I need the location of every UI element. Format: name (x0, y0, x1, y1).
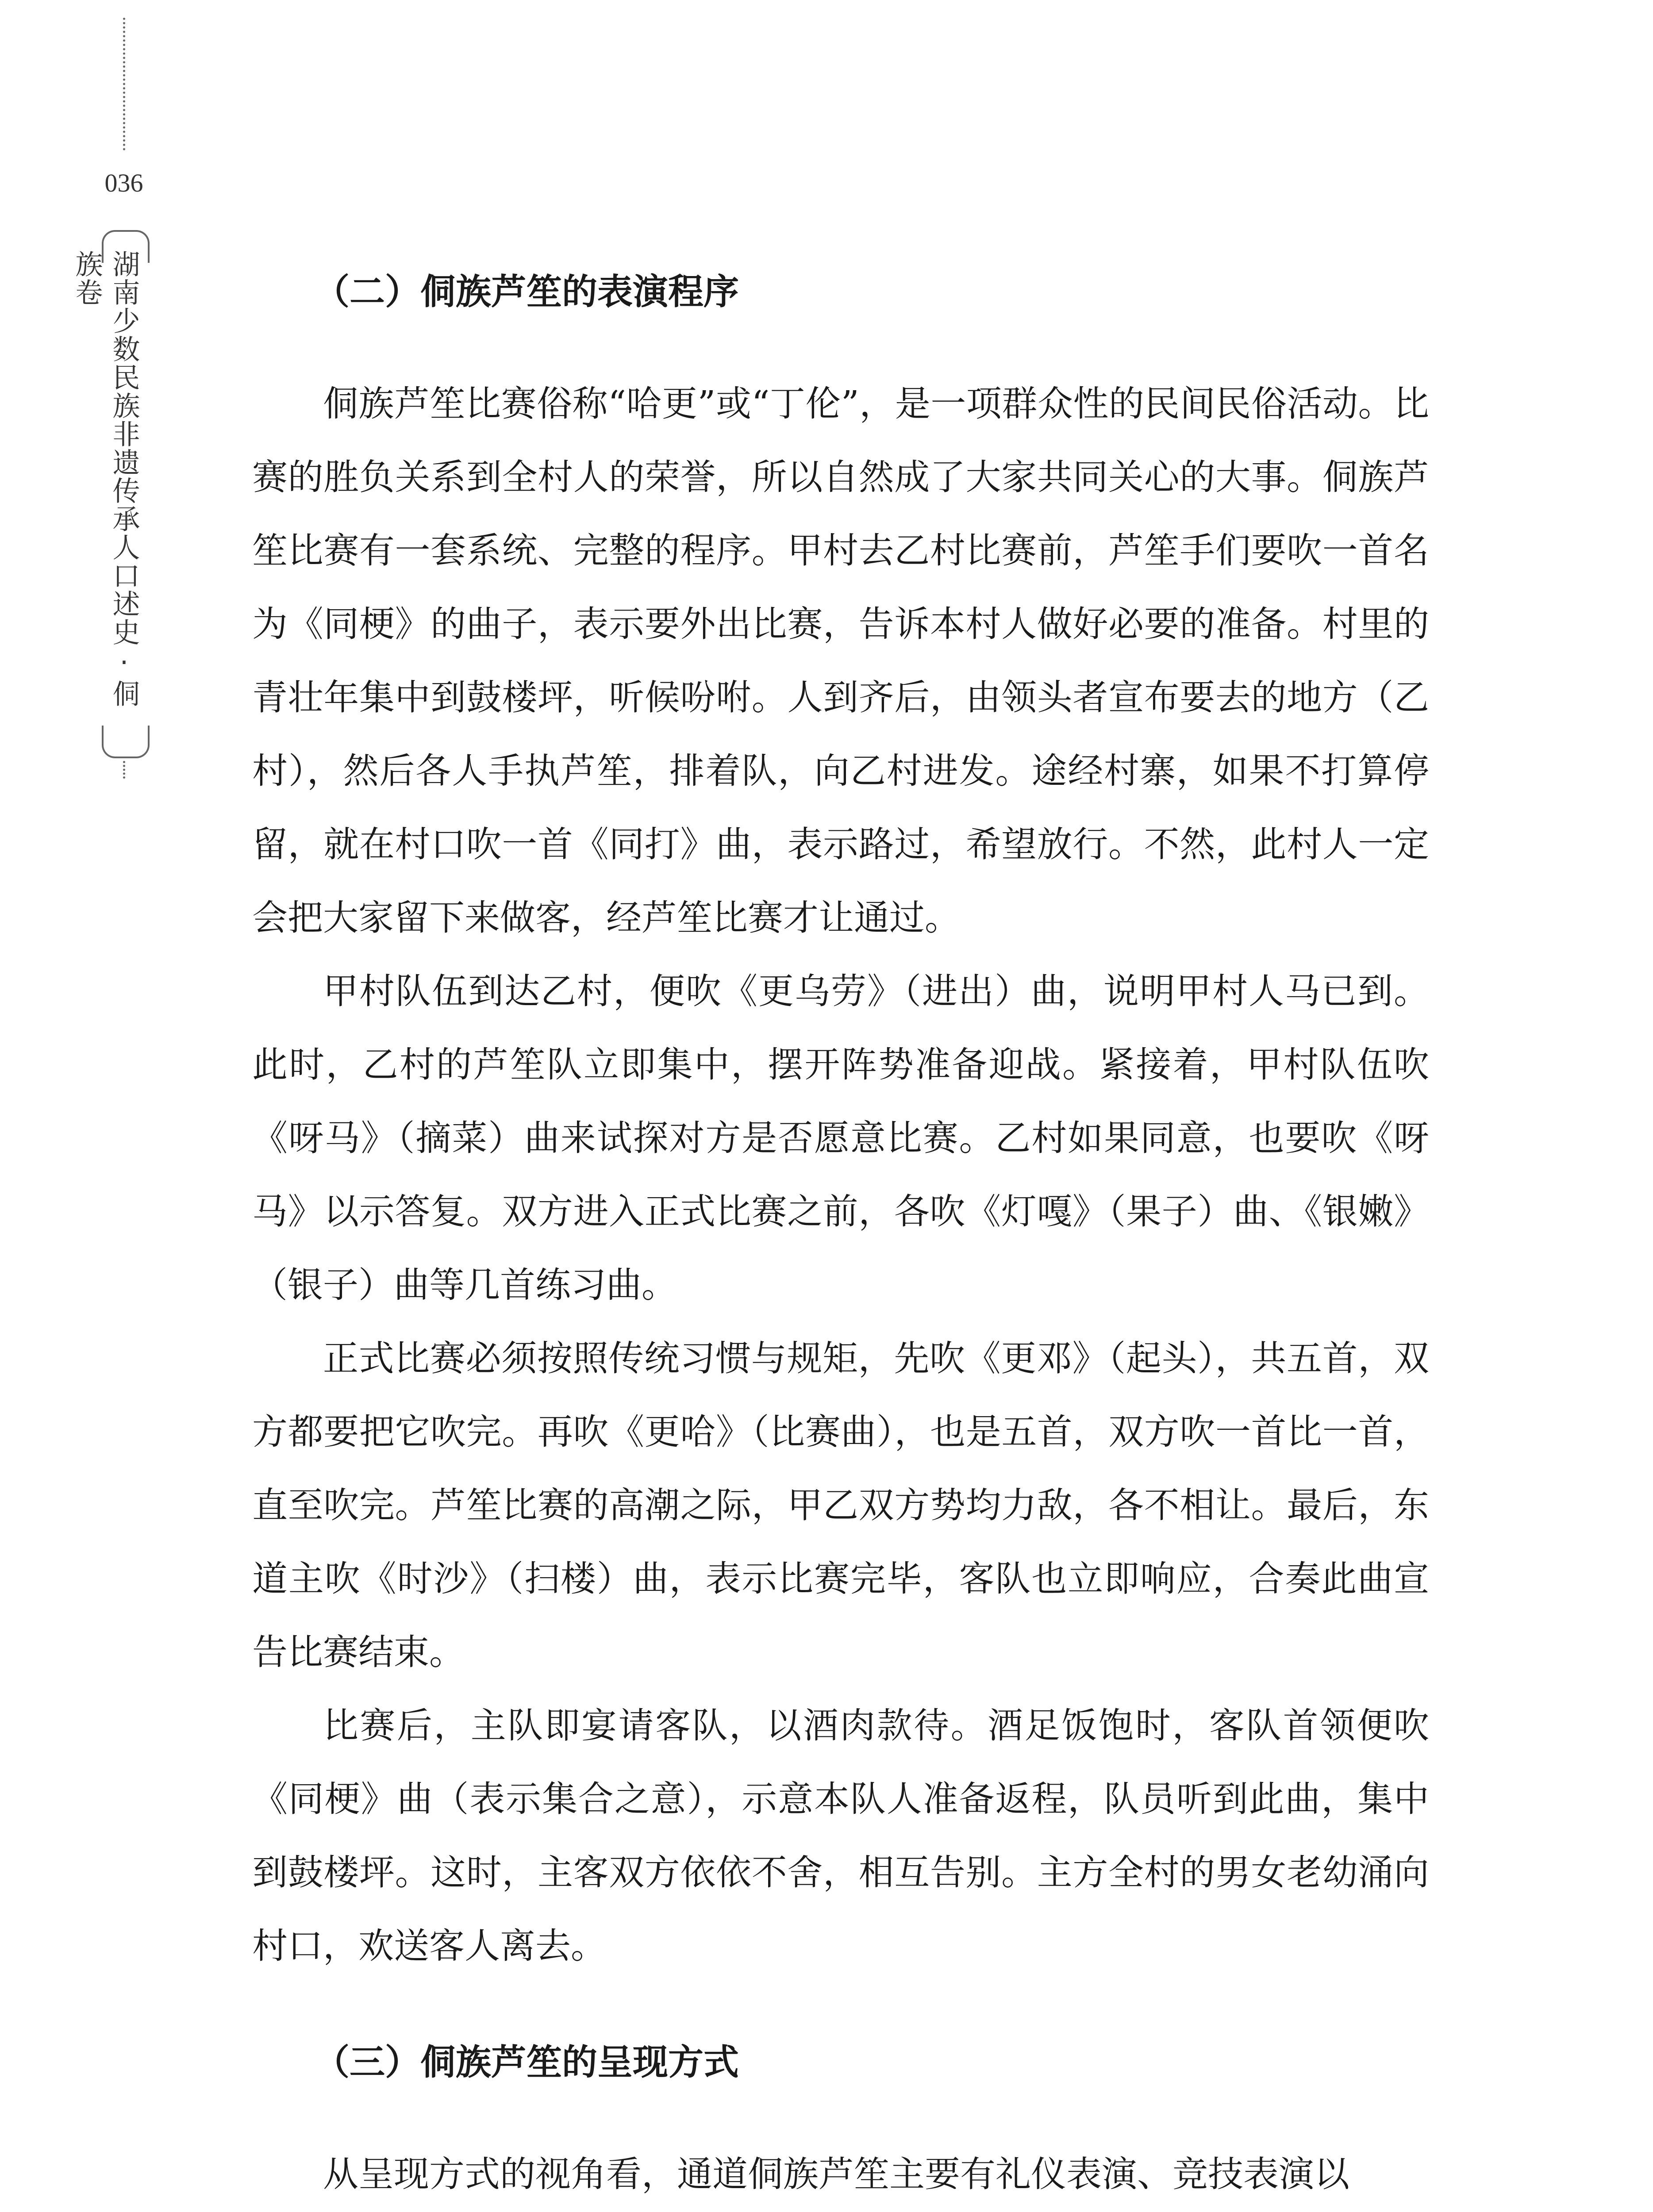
paragraph: 甲村队伍到达乙村，便吹《更乌劳》（进出）曲，说明甲村人马已到。此时，乙村的芦笙队立即集中，摆开阵势准备迎战。紧接着，甲村队伍吹《呀马》（摘菜）曲来试探对方是否愿意比赛。乙村如果同意，也要吹《呀马》以示答复。双方进入正式比赛之前，各吹《灯嘎》（果子）曲、《银嫩》（银子）曲等几首练习曲。 (252, 971, 1429, 1306)
page-margin (71, 0, 159, 779)
margin-dotted-line (123, 18, 125, 150)
series-title: 湖南少数民族非遗传承人口述史·侗族卷 (71, 250, 140, 708)
paragraph: 从呈现方式的视角看，通道侗族芦笙主要有礼仪表演、竞技表演以 (323, 2154, 1349, 2195)
section-heading-3: （三）侗族芦笙的呈现方式 (314, 2042, 739, 2083)
paragraph: 侗族芦笙比赛俗称“哈更”或“丁伦”，是一项群众性的民间民俗活动。比赛的胜负关系到全村人的荣誉，所以自然成了大家共同关心的大事。侗族芦笙比赛有一套系统、完整的程序。甲村去乙村比赛前，芦笙手们要吹一首名为《同梗》的曲子，表示要外出比赛，告诉本村人做好必要的准备。村里的青壮年集中到鼓楼坪，听候吩咐。人到齐后，由领头者宣布要去的地方（乙村），然后各人手执芦笙，排着队，向乙村进发。途经村寨，如果不打算停留，就在村口吹一首《同打》曲，表示路过，希望放行。不然，此村人一定会把大家留下来做客，经芦笙比赛才让通过。 (252, 383, 1429, 938)
page-number: 036 (104, 169, 143, 197)
body-text (252, 265, 1429, 2211)
section-heading-2: （二）侗族芦笙的表演程序 (314, 271, 739, 312)
paragraph: 正式比赛必须按照传统习惯与规矩，先吹《更邓》（起头），共五首，双方都要把它吹完。再吹《更哈》（比赛曲），也是五首，双方吹一首比一首，直至吹完。芦笙比赛的高潮之际，甲乙双方势均力敌，各不相让。最后，东道主吹《时沙》（扫楼）曲，表示比赛完毕，客队也立即响应，合奏此曲宣告比赛结束。 (252, 1338, 1429, 1673)
margin-dotted-line-lower (123, 761, 125, 779)
title-bracket-bottom (102, 726, 150, 758)
paragraph: 比赛后，主队即宴请客队，以酒肉款待。酒足饭饱时，客队首领便吹《同梗》曲（表示集合之意），示意本队人准备返程，队员听到此曲，集中到鼓楼坪。这时，主客双方依依不舍，相互告别。主方全村的男女老幼涌向村口，欢送客人离去。 (252, 1705, 1429, 1966)
